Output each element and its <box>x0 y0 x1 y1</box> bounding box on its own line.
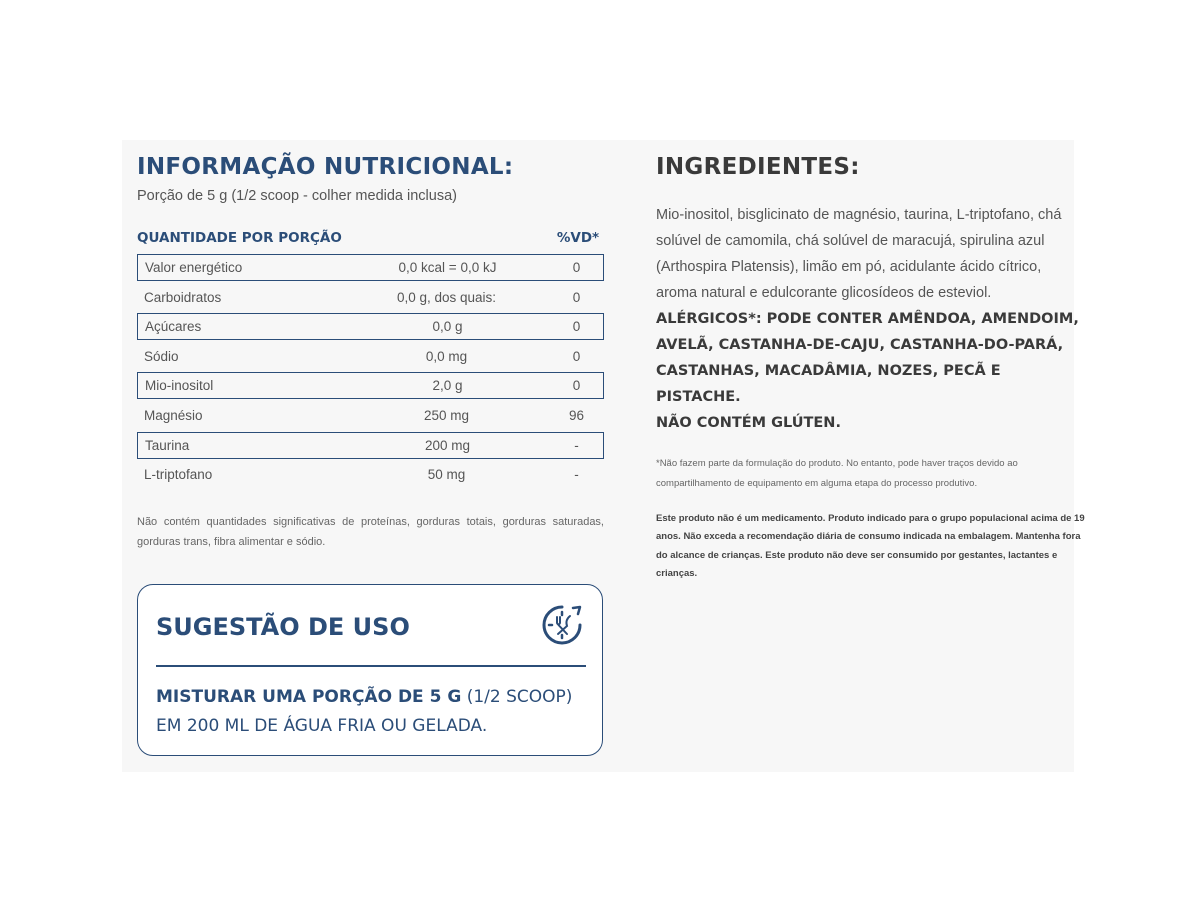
usage-text-bold: MISTURAR UMA PORÇÃO DE 5 G <box>156 687 462 707</box>
table-row <box>137 343 604 370</box>
nutrition-title: INFORMAÇÃO NUTRICIONAL: <box>137 154 514 180</box>
table-row <box>137 313 604 340</box>
row-amount: 250 mg <box>423 407 470 423</box>
row-amount: 50 mg <box>427 467 466 483</box>
allergen-footnote: *Não fazem parte da formulação do produto. No entanto, pode haver traços devido ao compartilhamento de equipamento em alguma etapa do processo produtivo. <box>656 458 1018 489</box>
row-name: Carboidratos <box>144 289 222 305</box>
row-name: L-triptofano <box>144 467 213 483</box>
portion-text: Porção de 5 g (1/2 scoop - colher medida inclusa) <box>137 188 457 204</box>
clock-fork-knife-icon <box>538 601 586 649</box>
table-row <box>137 432 604 459</box>
row-vd: 96 <box>568 407 585 423</box>
ingredients-section <box>656 150 1086 584</box>
row-vd: 0 <box>572 348 581 364</box>
row-vd: 0 <box>572 289 581 305</box>
usage-instructions <box>156 683 586 741</box>
row-amount: 0,0 kcal = 0,0 kJ <box>398 260 497 275</box>
row-amount: 2,0 g <box>432 378 463 394</box>
row-name: Mio-inositol <box>145 378 214 394</box>
row-amount: 0,0 g, dos quais: <box>396 289 497 305</box>
table-row <box>137 402 604 429</box>
usage-title: SUGESTÃO DE USO <box>156 613 410 641</box>
header-vd: %VD* <box>556 230 600 246</box>
nutrition-table-header <box>137 230 607 246</box>
nutrition-table <box>137 254 604 488</box>
row-name: Magnésio <box>144 407 203 423</box>
nutrition-section <box>137 150 607 552</box>
gluten-text: NÃO CONTÉM GLÚTEN. <box>656 415 841 431</box>
row-vd: 0 <box>572 260 581 275</box>
ingredients-title: INGREDIENTES: <box>656 154 860 180</box>
row-vd: 0 <box>572 378 581 394</box>
table-row <box>137 372 604 399</box>
row-vd: - <box>574 467 579 483</box>
usage-box <box>137 584 603 756</box>
row-amount: 0,0 g <box>432 319 463 335</box>
allergens-text: ALÉRGICOS*: PODE CONTER AMÊNDOA, AMENDOIM, AVELÃ, CASTANHA-DE-CAJU, CASTANHA-DO-PARÁ, CASTANHAS, MACADÂMIA, NOZES, PECÃ E PISTACHE. <box>656 311 1079 405</box>
row-amount: 0,0 mg <box>425 348 468 364</box>
usage-divider <box>156 665 586 667</box>
ingredients-text: Mio-inositol, bisglicinato de magnésio, taurina, L-triptofano, chá solúvel de camomila, chá solúvel de maracujá, spirulina azul (Arthospira Platensis), limão em pó, acidulante ácido cítrico, aroma natural e edulcorante glicosídeos de esteviol. <box>656 207 1062 301</box>
table-row <box>137 461 604 488</box>
usage-text-rest: (1/2 SCOOP) EM 200 ML DE ÁGUA FRIA OU GELADA. <box>156 687 573 736</box>
nutrition-note: Não contém quantidades significativas de proteínas, gorduras totais, gorduras saturadas, gorduras trans, fibra alimentar e sódio. <box>137 516 604 549</box>
table-row <box>137 284 604 311</box>
row-amount: 200 mg <box>424 437 471 453</box>
warning-text: Este produto não é um medicamento. Produto indicado para o grupo populacional acima de 19 anos. Não exceda a recomendação diária de consumo indicada na embalagem. Mantenha fora do alcance de crianças. Este produto não deve ser consumido por gestantes, lactantes e crianças. <box>656 513 1085 580</box>
row-name: Valor energético <box>145 260 243 275</box>
row-name: Açúcares <box>145 319 202 335</box>
row-name: Sódio <box>144 348 179 364</box>
table-row <box>137 254 604 281</box>
row-vd: - <box>574 437 579 453</box>
row-vd: 0 <box>572 319 581 335</box>
header-quantity: QUANTIDADE POR PORÇÃO <box>137 230 342 246</box>
row-name: Taurina <box>145 437 190 453</box>
